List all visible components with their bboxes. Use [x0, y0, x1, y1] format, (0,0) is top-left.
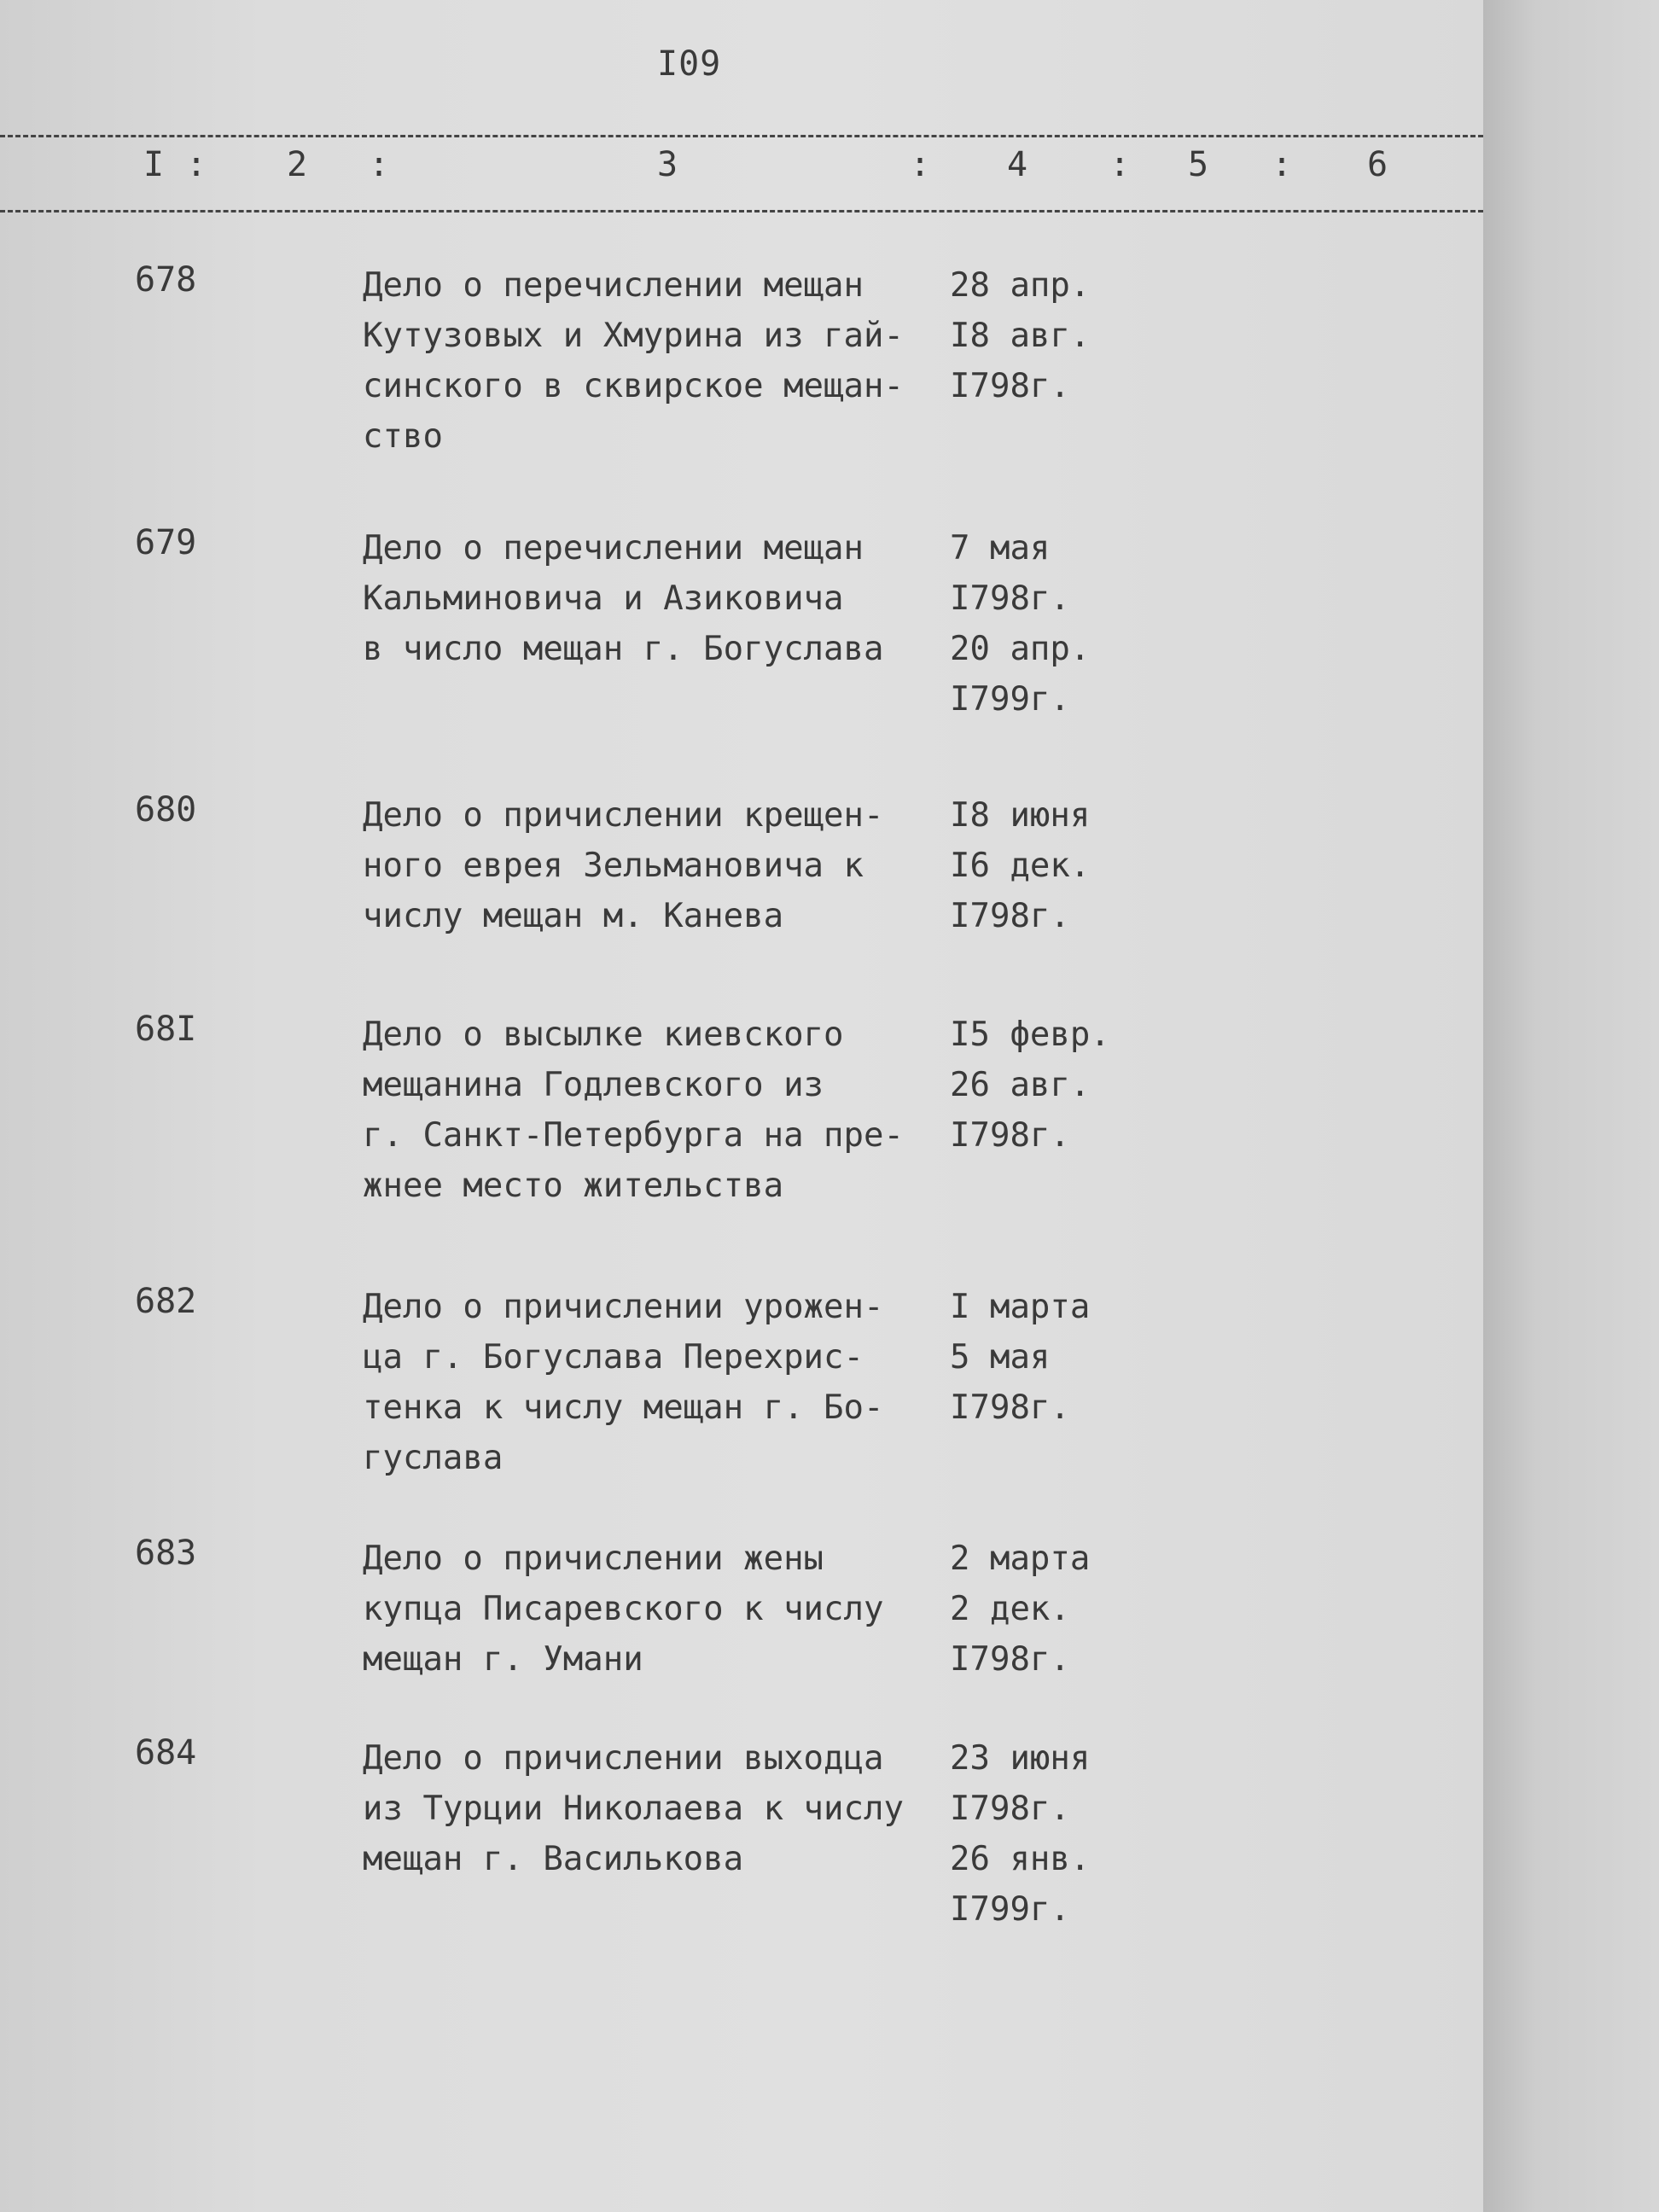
column-header-5: 5 [1188, 145, 1209, 184]
record-dates: 7 мая I798г. 20 апр. I799г. [950, 529, 1091, 719]
column-separator: : [910, 145, 931, 184]
record-dates: 2 марта 2 дек. I798г. [950, 1540, 1091, 1679]
record-dates: I5 февр. 26 авг. I798г. [950, 1016, 1110, 1155]
record-title: Дело о перечислении мещан Кутузовых и Хмурина из гай- синского в сквирское мещан- ство [363, 266, 904, 456]
record-number: 68I [135, 1010, 197, 1049]
column-separator: : [1109, 145, 1131, 184]
record-number: 682 [135, 1282, 197, 1321]
record-title: Дело о причислении выходца из Турции Николаева к числу мещан г. Василькова [363, 1739, 904, 1878]
record-number: 679 [135, 523, 197, 562]
column-separator: : [186, 145, 207, 184]
record-number: 680 [135, 790, 197, 830]
record-number: 683 [135, 1534, 197, 1573]
column-header-4: 4 [1007, 145, 1028, 184]
header-rule-top [0, 135, 1483, 137]
record-dates: I8 июня I6 дек. I798г. [950, 796, 1091, 935]
column-separator: : [369, 145, 390, 184]
record-title: Дело о причислении крещен- ного еврея Зельмановича к числу мещан м. Канева [363, 796, 884, 935]
adjacent-page-edge [1483, 0, 1659, 2212]
record-title: Дело о перечислении мещан Кальминовича и Азиковича в число мещан г. Богуслава [363, 529, 884, 668]
column-header-6: 6 [1367, 145, 1388, 184]
record-number: 678 [135, 260, 197, 300]
column-header-1: I [143, 145, 165, 184]
column-header-3: 3 [657, 145, 678, 184]
record-title: Дело о высылке киевского мещанина Годлевского из г. Санкт-Петербурга на пре- жнее место жительства [363, 1016, 904, 1205]
record-dates: 23 июня I798г. 26 янв. I799г. [950, 1739, 1091, 1929]
page-number: I09 [657, 44, 722, 84]
record-number: 684 [135, 1733, 197, 1773]
column-separator: : [1272, 145, 1293, 184]
column-header-2: 2 [287, 145, 308, 184]
record-title: Дело о причислении жены купца Писаревского к числу мещан г. Умани [363, 1540, 884, 1679]
header-rule-bottom [0, 210, 1483, 212]
record-dates: 28 апр. I8 авг. I798г. [950, 266, 1091, 405]
record-title: Дело о причислении урожен- ца г. Богуслава Перехрис- тенка к числу мещан г. Бо- гуслава [363, 1288, 884, 1477]
record-dates: I марта 5 мая I798г. [950, 1288, 1091, 1427]
